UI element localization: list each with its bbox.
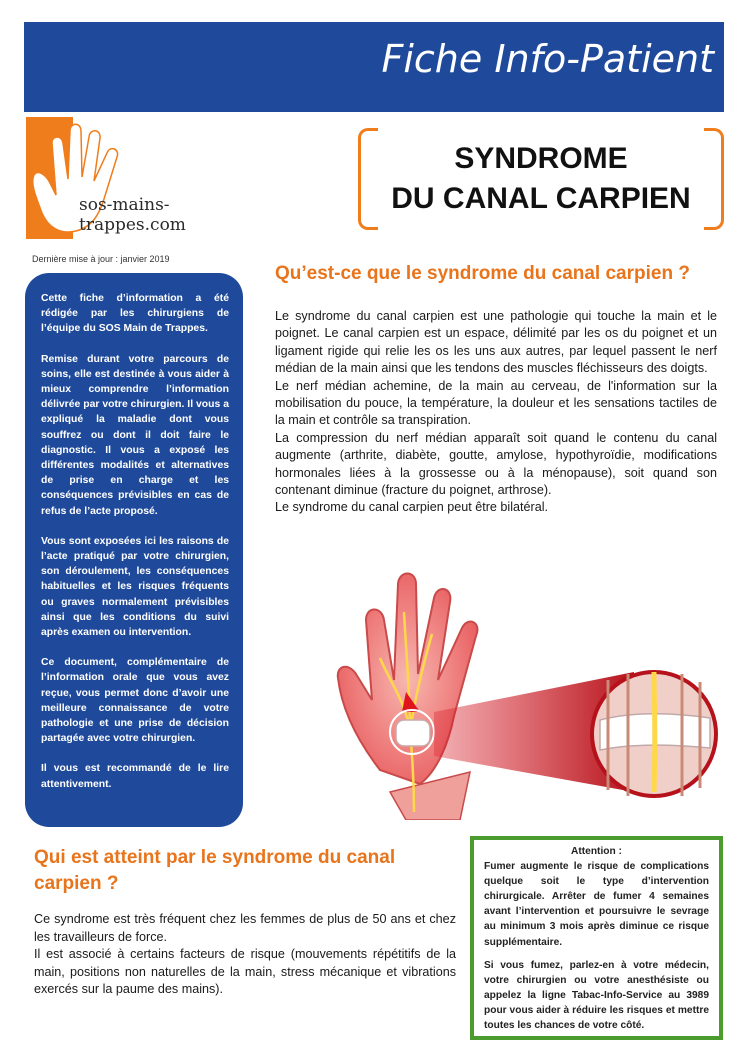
paragraph: Le syndrome du canal carpien est une pathologie qui touche la main et le poignet. Le canal carpien est un espace, délimité par les os du poignet et un ligament rigide qui relie les os les uns aux autres, par lequel passent le nerf médian de la main ainsi que les tendons des muscles fléchisseurs des doigts.	[275, 309, 717, 376]
paragraph: Il est associé à certains facteurs de risque (mouvements répétitifs de la main, positions non naturelles de la main, stress mécanique et vibrations exercés sur la paume des mains).	[34, 947, 456, 997]
document-title-box	[358, 128, 724, 230]
attention-paragraph: Fumer augmente le risque de complications quelque soit le type d’intervention chirurgicale. Arrêter de fumer 4 semaines avant l’intervention et poursuivre le sevrage au minimum 3 mois après diminue ce risque supplémentaire.	[484, 861, 709, 948]
sidebar-paragraph: Cette fiche d’information a été rédigée par les chirurgiens de l’équipe du SOS Main de Trappes.	[41, 293, 229, 335]
paragraph: La compression du nerf médian apparaît soit quand le contenu du canal augmente (arthrite, diabète, goutte, amylose, hypothyroïdie, modifications hormonales liées à la grossesse ou à la ménopause), soit quand son contenant diminue (fracture du poignet, arthrose).	[275, 430, 717, 498]
sidebar-paragraph: Vous sont exposées ici les raisons de l’acte pratiqué par votre chirurgien, son déroulement, les conséquences habituelles et les risques fréquents ou graves normalement prévisibles ainsi que les conditions du suivi après examen ou intervention.	[41, 535, 229, 639]
attention-title: Attention :	[571, 846, 622, 857]
sidebar-paragraph: Ce document, complémentaire de l’information orale que vous avez reçue, vous permet donc d’avoir une meilleure connaissance de votre pathologie et une prise de décision partagée avec votre chirurgien.	[41, 657, 229, 745]
document-title-line1: SYNDROME	[454, 142, 628, 175]
attention-box	[470, 836, 723, 1040]
site-link[interactable]: www.sos-mains-trappes.com	[26, 96, 154, 107]
section-body-who	[34, 911, 456, 999]
attention-paragraph: Si vous fumez, parlez-en à votre médecin, votre chirurgien ou votre anesthésiste ou appelez la ligne Tabac-Info-Service au 3989 pour vous aider à réduire les risques et mettre toutes les chances de votre côté.	[484, 959, 709, 1032]
document-title-line2: DU CANAL CARPIEN	[391, 182, 691, 215]
section-body-what-is	[275, 308, 717, 517]
paragraph: Le nerf médian achemine, de la main au cerveau, de l'information sur la mobilisation du pouce, la température, la douleur et les sensations tactiles de la main et contrôle sa transpiration.	[275, 378, 717, 428]
logo	[26, 117, 256, 242]
header-title: Fiche Info-Patient	[381, 37, 714, 81]
logo-text: sos-mains-trappes.com	[79, 195, 186, 235]
info-sidebar	[25, 273, 243, 827]
section-heading-who: Qui est atteint par le syndrome du canal carpien ?	[34, 847, 396, 894]
sidebar-paragraph: Il vous est recommandé de le lire attentivement.	[41, 763, 229, 790]
sidebar-paragraph: Remise durant votre parcours de soins, elle est destinée à vous aider à mieux comprendre l’information délivrée par votre chirurgien. Il vous a expliqué la maladie dont vous souffrez ou dont il doit faire le diagnostic. Il vous a exposé les différentes modalités et alternatives de prise en charge et les conséquences prévisibles en cas de refus de l’acte proposé.	[41, 353, 229, 517]
section-heading-what-is: Qu’est-ce que le syndrome du canal carpien ?	[275, 263, 690, 284]
update-date: Dernière mise à jour : janvier 2019	[32, 254, 170, 264]
paragraph: Le syndrome du canal carpien peut être bilatéral.	[275, 500, 549, 515]
paragraph: Ce syndrome est très fréquent chez les femmes de plus de 50 ans et chez les travailleurs de force.	[34, 912, 456, 944]
carpal-tunnel-illustration	[310, 562, 724, 820]
